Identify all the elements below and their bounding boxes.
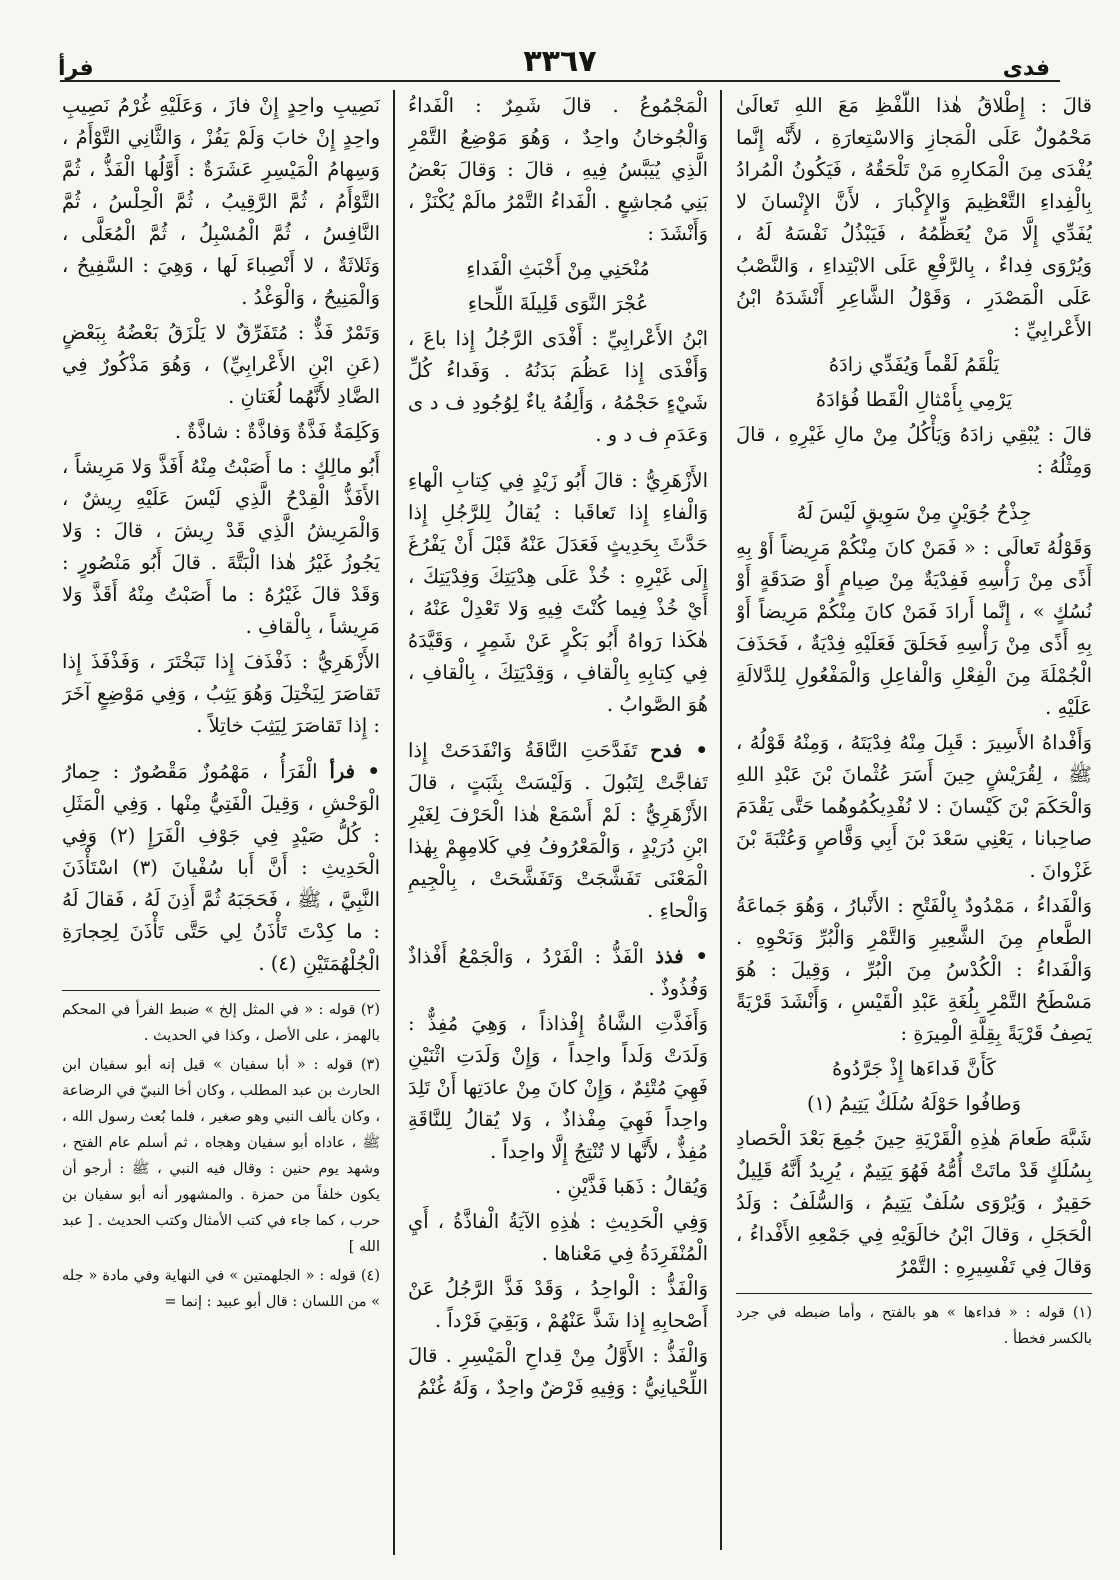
paragraph: نَصِيبِ واحِدٍ إِنْ فازَ ، وَعَلَيْهِ غُرْمُ نَصِيبِ واحِدٍ إِنْ خابَ وَلَمْ يَفُزْ ، وَالثَّانِي التَّوْأَمُ ، وَسِهامُ الْمَيْسِرِ عَشَرَةٌ : أَوَّلُها الْفَذُّ ، ثُمَّ التَّوْأَمُ ، ثُمَّ الرَّقِيبُ ، ثُمَّ الْحِلْسُ ، ثُمَّ النَّافِسُ ، ثُمَّ الْمُسْبِلُ ، ثُمَّ الْمُعَلَّى ، وَثَلاثَةٌ ، لا أَنْصِباءَ لَها ، وَهِيَ : السَّفِيحُ ، وَالْمَنِيحُ ، وَالْوَغْدُ . xyxy=(62,94,380,309)
page-header xyxy=(0,22,1120,81)
verse-line: وَطافُوا حَوْلَهُ سُلَكٌ يَتِيمُ (١) xyxy=(806,1092,1022,1115)
entry-fra xyxy=(62,756,380,980)
paragraph: وَأَفْداهُ الأَسِيرَ : قَبِلَ مِنْهُ فِدْيَتَهُ ، وَمِنْهُ قَوْلُهُ ، ﷺ ، لِقُرَيْشٍ حِينَ أَسَرَ عُثْمانَ بْنَ عَبْدِ اللهِ وَالْحَكَمَ بْنَ كَيْسانَ : لا نُفْدِيكُمُوهُما حَتَّى يَقْدَمَ صاحِبانا ، يَعْنِي سَعْدَ بْنَ أَبِي وَقَّاصٍ وَعُتْبَةَ بْنَ غَزْوانَ . xyxy=(736,731,1092,882)
entry-text: الْفَذُّ : الْفَرْدُ ، وَالْجَمْعُ أَفْذاذٌ وَفُذُوذٌ . xyxy=(408,945,708,1000)
entry-fdhdh xyxy=(408,941,708,1005)
paragraph: وَقَوْلُهُ تَعالَى : « فَمَنْ كانَ مِنْكُمْ مَرِيضاً أَوْ بِهِ أَذًى مِنْ رَأْسِهِ فَفِدْيَةٌ مِنْ صِيامٍ أَوْ صَدَقَةٍ أَوْ نُسُكٍ » ، إِنَّما أَرادَ فَمَنْ كانَ مِنْكُمْ مَرِيضاً أَوْ بِهِ أَذًى مِنْ رَأْسِهِ فَحَلَقَ فَعَلَيْهِ فِدْيَةٌ ، فَحَذَفَ الْجُمْلَةَ مِنَ الْفِعْلِ وَالْفاعِلِ وَالْمَفْعُولِ لِلدَّلالَةِ عَلَيْهِ . xyxy=(736,536,1092,719)
entry-text: الْفَرَأُ ، مَهْمُوزٌ مَقْصُورٌ : حِمارُ الْوَحْشِ ، وَقِيلَ الْفَتِيُّ مِنْها . وَفِي الْمَثَلِ : كُلُّ صَيْدٍ فِي جَوْفِ الْفَرَإِ (٢) وَفِي الْحَدِيثِ : أَنَّ أَبا سُفْيانَ (٣) اسْتَأْذَنَ النَّبِيَّ ، ﷺ ، فَحَجَبَهُ ثُمَّ أَذِنَ لَهُ ، فَقالَ لَهُ : ما كِدْتَ تَأْذَنُ لِي حَتَّى تَأْذَنَ لِحِجارَةِ الْجُلْهُمَتَيْنِ (٤) . xyxy=(62,760,380,975)
paragraph: وَفِي الْحَدِيثِ : هٰذِهِ الآيَةُ الْفاذَّةُ ، أَيِ الْمُنْفَرِدَةُ فِي مَعْناها . xyxy=(408,1210,708,1265)
column-divider-right xyxy=(720,90,722,1550)
entry-headword: • فدح xyxy=(649,739,708,762)
running-headword-left: فرأ xyxy=(58,56,94,81)
entry-headword: • فرأ xyxy=(329,760,380,783)
paragraph: وَأَفَذَّتِ الشَّاةُ إِفْذاذاً ، وَهِيَ مُفِذٌّ : وَلَدَتْ وَلَداً واحِداً ، وَإِنْ وَلَدَتِ اثْنَيْنِ فَهِيَ مُتْئِمٌ ، وَإِنْ كانَ مِنْ عادَتِها أَنْ تَلِدَ واحِداً فَهِيَ مِفْذاذٌ ، وَلا يُقالُ لِلنَّاقَةِ مُفِذٌّ ، لأَنَّها لا تُنْتِجُ إِلَّا واحِداً . xyxy=(408,1012,708,1163)
paragraph: الْمَجْمُوعُ . قالَ شَمِرٌ : الْفَداءُ وَالْجُوخانُ واحِدٌ ، وَهُوَ مَوْضِعُ التَّمْرِ الَّذِي يُيَبَّسُ فِيهِ ، قالَ : وَقالَ بَعْضُ بَنِي مُجاشِعٍ . الْفَداءُ التَّمْرُ مالَمْ يُكْنَزْ ، وَأَنْشَدَ : xyxy=(408,94,708,245)
paragraph: وَيُقالُ : ذَهَبا فَذَّيْنِ . xyxy=(554,1175,708,1198)
verse-line: كَأَنَّ فَداءَها إِذْ جَرَّدُوهُ xyxy=(832,1057,996,1080)
column-divider-left xyxy=(393,90,395,1555)
footnote: (٣) قوله : « أبا سفيان » قيل إنه أبو سفيان ابن الحارث بن عبد المطلب ، وكان أخا النبيّ في الرضاعة ، وكان يألف النبي وهو صغير ، فلما بُعث رسول الله ، ﷺ ، عاداه أبو سفيان وهجاه ، ثم أسلم عام الفتح ، وشهد يوم حنين : وقال فيه النبي ، ﷺ : أرجو أن يكون خلفاً من حمزة . والمشهور أنه أبو سفيان بن حرب ، كما جاء في كتب الأمثال وكتب الحديث . [ عبد الله ] xyxy=(62,1057,380,1255)
footnote: (٢) قوله : « في المثل إلخ » ضبط الفرأ في المحكم بالهمز ، على الأصل ، وكذا في الحديث . xyxy=(62,1002,380,1044)
entry-headword: • فذذ xyxy=(655,945,708,968)
paragraph: وَكَلِمَةٌ فَذَّةٌ وَفاذَّةٌ : شاذَّةٌ . xyxy=(174,420,380,443)
paragraph: الأَزْهَرِيُّ : ذَفْذَفَ إِذا تَبَخْتَرَ ، وَفَذْفَذَ إِذا تَقاصَرَ لِيَخْتِلَ وَهُوَ يَثِبُ ، وَفِي مَوْضِعٍ آخَرَ : إِذا تَقاصَرَ لِيَثِبَ خاتِلاً . xyxy=(62,650,380,737)
paragraph: وَالْفَذُّ : الأَوَّلُ مِنْ قِداحِ الْمَيْسِرِ . قالَ اللِّحْيانِيُّ : وَفِيهِ فَرْضٌ واحِدٌ ، وَلَهُ غُنْمُ xyxy=(408,1344,708,1399)
paragraph: ابْنُ الأَعْرابِيِّ : أَفْدَى الرَّجُلُ إِذا باعَ ، وَأَفْدَى إِذا عَظُمَ بَدَنُهُ . وَفَداءُ كُلِّ شَيْءٍ حَجْمُهُ ، وَأَلِفُهُ ياءٌ لِوُجُودِ ف د ى وَعَدَمِ ف د و . xyxy=(408,327,708,446)
footnote: (١) قوله : « فداءها » هو بالفتح ، وأما ضبطه في جرد بالكسر فخطأ . xyxy=(736,1305,1092,1347)
verse-line: عُجْرَ النَّوَى قَلِيلَةَ اللِّحاءِ xyxy=(467,292,649,315)
running-headword-right: فدى xyxy=(1002,56,1050,81)
paragraph: قالَ : يُبْقِي زادَهُ وَيَأْكُلُ مِنْ مالِ غَيْرِهِ ، قالَ وَمِثْلُهُ : xyxy=(736,423,1092,478)
verse-line: جِذْحُ جُوَيْنٍ مِنْ سَوِيقٍ لَيْسَ لَهُ xyxy=(796,501,1032,524)
entry-text: تَفَدَّحَتِ النَّاقَةُ وَانْفَدَحَتْ إِذا تَفاجَّتْ لِتَبُولَ . وَلَيْسَتْ بِثَبَتٍ ، قالَ الأَزْهَرِيُّ : لَمْ أَسْمَعْ هٰذا الْحَرْفَ لِغَيْرِ ابْنِ دُرَيْدٍ ، وَالْمَعْرُوفُ فِي كَلامِهِمْ بِهٰذا الْمَعْنَى تَفَشَّجَتْ وَتَفَشَّحَتْ ، بِالْجِيمِ وَالْحاءِ . xyxy=(408,739,708,922)
paragraph: شَبَّهَ طَعامَ هٰذِهِ الْقَرْيَةِ حِينَ جُمِعَ بَعْدَ الْحَصادِ بِسُلَكٍ قَدْ ماتَتْ أُمُّهُ فَهُوَ يَتِيمٌ ، يُرِيدُ أَنَّهُ قَلِيلٌ حَقِيرٌ ، وَيُرْوَى سُلَفٌ يَتِيمُ ، وَالسُّلَفُ : وَلَدُ الْحَجَلِ ، وَقالَ ابْنُ خالَوَيْهِ فِي جَمْعِهِ الأَفْداءُ ، وَقالَ فِي تَفْسِيرِهِ : التَّمْرُ xyxy=(736,1127,1092,1278)
paragraph: قالَ : إِطْلاقُ هٰذا اللَّفْظِ مَعَ اللهِ تَعالَىٰ مَحْمُولٌ عَلَى الْمَجازِ وَالاسْتِعارَةِ ، لأَنَّه إِنَّما يُفْدَى مِنَ الْمَكارِهِ مَنْ تَلْحَقُهُ ، فَيَكُونُ الْمُرادُ بِالْفِداءِ التَّعْظِيمَ وَالإِكْبارَ ، لأَنَّ الإِنْسانَ لا يُفَدِّي إِلَّا مَنْ يُعَظِّمُهُ ، فَيَبْذُلُ نَفْسَهُ لَهُ ، وَيُرْوَى فِداءٌ ، بِالرَّفْعِ عَلَى الابْتِداءِ ، وَالنَّصْبُ عَلَى الْمَصْدَرِ ، وَقَوْلُ الشَّاعِرِ أَنْشَدَهُ ابْنُ الأَعْرابِيِّ : xyxy=(736,94,1092,341)
verse-line: يَرْمِي بِأَمْثالِ الْقَطا فُؤادَهُ xyxy=(815,388,1013,411)
footnote-rule xyxy=(736,1293,1092,1294)
footnote: (٤) قوله : « الجلهمتين » في النهاية وفي مادة « جله » من اللسان : قال أبو عبيد : إنما = xyxy=(62,1268,380,1310)
paragraph: وَالْفَداءُ ، مَمْدُودٌ بِالْفَتْحِ : الأَنْبارُ ، وَهُوَ جَماعَةُ الطَّعامِ مِنَ الشَّعِيرِ وَالتَّمْرِ وَالْبُرِّ وَنَحْوِهِ . وَالْفَداءُ : الْكُدْسُ مِنَ الْبُرِّ ، وَقِيلَ : هُوَ مَسْطَحُ التَّمْرِ بِلُغَةِ عَبْدِ الْقَيْسِ ، وَأَنْشَدَ قَرْيَةً يَصِفُ قَرْيَةً بِقِلَّةِ الْمِيرَةِ : xyxy=(736,894,1092,1045)
footnote-rule xyxy=(62,990,380,991)
entry-fdh xyxy=(408,735,708,927)
paragraph: أَبُو مالِكٍ : ما أَصَبْتُ مِنْهُ أَفَذَّ وَلا مَرِيشاً ، الأَفَذُّ الْقِدْحُ الَّذِي لَيْسَ عَلَيْهِ رِيشٌ ، وَالْمَرِيشُ الَّذِي قَدْ رِيشَ ، قالَ : وَلا يَجُوزُ غَيْرُ هٰذا الْبَتَّةَ . قالَ أَبُو مَنْصُورٍ : وَقَدْ قالَ غَيْرُهُ : ما أَصَبْتُ مِنْهُ أَقَذَّ وَلا مَرِيشاً ، بِالْقافِ . xyxy=(62,455,380,638)
paragraph: وَالْفَذُّ : الْواحِدُ ، وَقَدْ فَذَّ الرَّجُلُ عَنْ أَصْحابِهِ إِذا شَذَّ عَنْهُمْ ، وَبَقِيَ فَرْداً . xyxy=(408,1277,708,1332)
page-number: ٣٣٦٧ xyxy=(523,44,597,79)
verse-line: يَلْقَمُ لَقْماً وَيُفَدِّي زادَهُ xyxy=(828,353,1000,376)
paragraph: وَتَمْرٌ فَذٌّ : مُتَفَرِّقٌ لا يَلْزَقُ بَعْضُهُ بِبَعْضٍ (عَنِ ابْنِ الأَعْرابِيِّ) ، وَهُوَ مَذْكُورٌ فِي الضَّادِ لأَنَّهُما لُغَتانِ . xyxy=(62,321,380,408)
paragraph: الأَزْهَرِيُّ : قالَ أَبُو زَيْدٍ فِي كِتابِ الْهاءِ وَالْفاءِ إِذا تَعاقَبا : يُقالُ لِلرَّجُلِ إِذا حَدَّثَ بِحَدِيثٍ فَعَدَلَ عَنْهُ قَبْلَ أَنْ يَفْرُغَ إِلَى غَيْرِهِ : خُذْ عَلَى هِدْيَتِكَ وَفِدْيَتِكَ ، أَيْ خُذْ فِيما كُنْتَ فِيهِ وَلا تَعْدِلْ عَنْهُ ، هٰكَذا رَواهُ أَبُو بَكْرٍ عَنْ شَمِرٍ ، وَقَيَّدَهُ فِي كِتابِهِ بِالْقافِ ، وَقِدْيَتِكَ ، بِالْقافِ ، هُوَ الصَّوابُ . xyxy=(408,469,708,716)
header-rule xyxy=(60,80,1060,82)
column-middle xyxy=(408,90,708,1560)
column-left xyxy=(62,90,380,1560)
verse-line: مُنْحَنِي مِنْ أَخْبَثِ الْفَداءِ xyxy=(466,257,650,280)
column-right xyxy=(736,90,1092,1560)
